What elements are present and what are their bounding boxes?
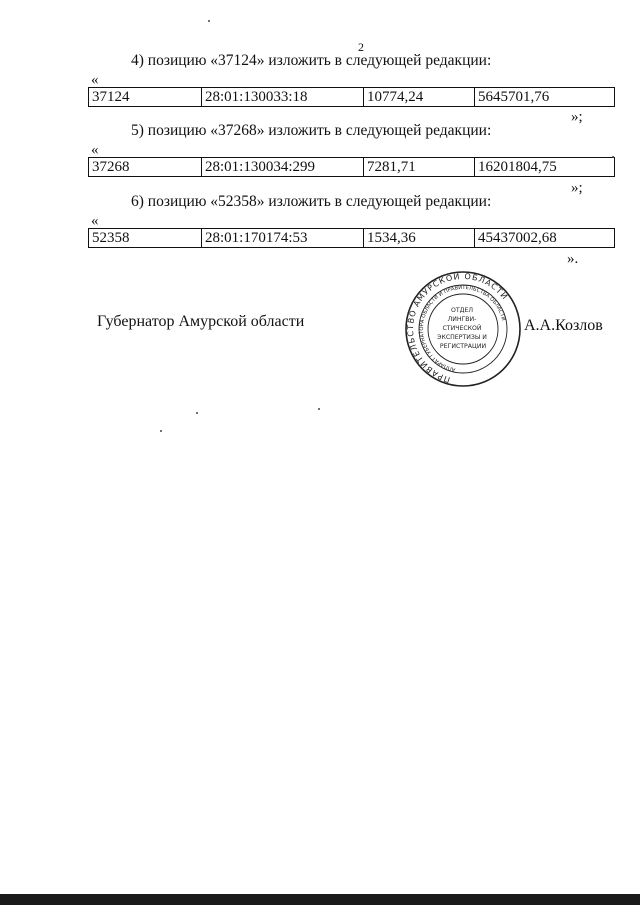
table-cell-value: 16201804,75 [478, 159, 557, 175]
table-cell-cadastral-number: 28:01:130033:18 [202, 88, 364, 106]
scan-bottom-edge [0, 894, 640, 905]
signatory-name: А.А.Козлов [524, 317, 603, 334]
seal-outer-text: ПРАВИТЕЛЬСТВО АМУРСКОЙ ОБЛАСТИ [405, 271, 510, 385]
amendment-instruction: 6) позицию «52358» изложить в следующей редакции: [131, 193, 492, 210]
table-cell-position: 37268 [89, 158, 202, 176]
amendment-instruction: 4) позицию «37124» изложить в следующей редакции: [131, 52, 492, 69]
close-quote: ». [567, 251, 579, 267]
seal-center-line: ЛИНГВИ- [447, 316, 477, 323]
table-cell-value: 45437002,68 [478, 230, 557, 246]
close-quote: »; [571, 180, 583, 196]
amendment-instruction: 5) позицию «37268» изложить в следующей редакции: [131, 122, 492, 139]
scan-speck [196, 412, 198, 414]
seal-center-line: ОТДЕЛ [450, 307, 474, 314]
seal-inner-text: АППАРАТ ГУБЕРНАТОРА ОБЛАСТИ И ПРАВИТЕЛЬСТВА ОБЛАСТИ [419, 284, 507, 373]
table-cell-area: 10774,24 [364, 88, 475, 106]
table-cell-position: 37124 [89, 88, 202, 106]
seal-center-line: ЭКСПЕРТИЗЫ И [437, 334, 487, 341]
table-cell-cadastral-number: 28:01:130034:299 [202, 158, 364, 176]
open-quote: « [91, 213, 99, 229]
seal-center-line: РЕГИСТРАЦИИ [439, 343, 487, 350]
page-number: 2 [358, 40, 364, 54]
scan-speck [208, 20, 210, 22]
close-quote: »; [571, 109, 583, 125]
svg-text:ОТДЕЛ ЛИНГВИ- СТИЧ [437, 307, 489, 350]
seal-center-line: СТИЧЕСКОЙ [442, 325, 482, 332]
open-quote: « [91, 72, 99, 88]
table-cell-area: 7281,71 [364, 158, 475, 176]
table-cell-value: 5645701,76 [478, 89, 550, 105]
table-row [88, 87, 615, 107]
scan-speck [160, 430, 162, 432]
table-cell-area: 1534,36 [364, 229, 475, 247]
open-quote: « [91, 142, 99, 158]
scan-speck [612, 156, 614, 158]
scan-speck [318, 408, 320, 410]
signatory-title: Губернатор Амурской области [97, 313, 305, 330]
official-seal [400, 268, 526, 388]
table-row [88, 228, 615, 248]
table-row [88, 157, 615, 177]
table-cell-cadastral-number: 28:01:170174:53 [202, 229, 364, 247]
table-cell-position: 52358 [89, 229, 202, 247]
